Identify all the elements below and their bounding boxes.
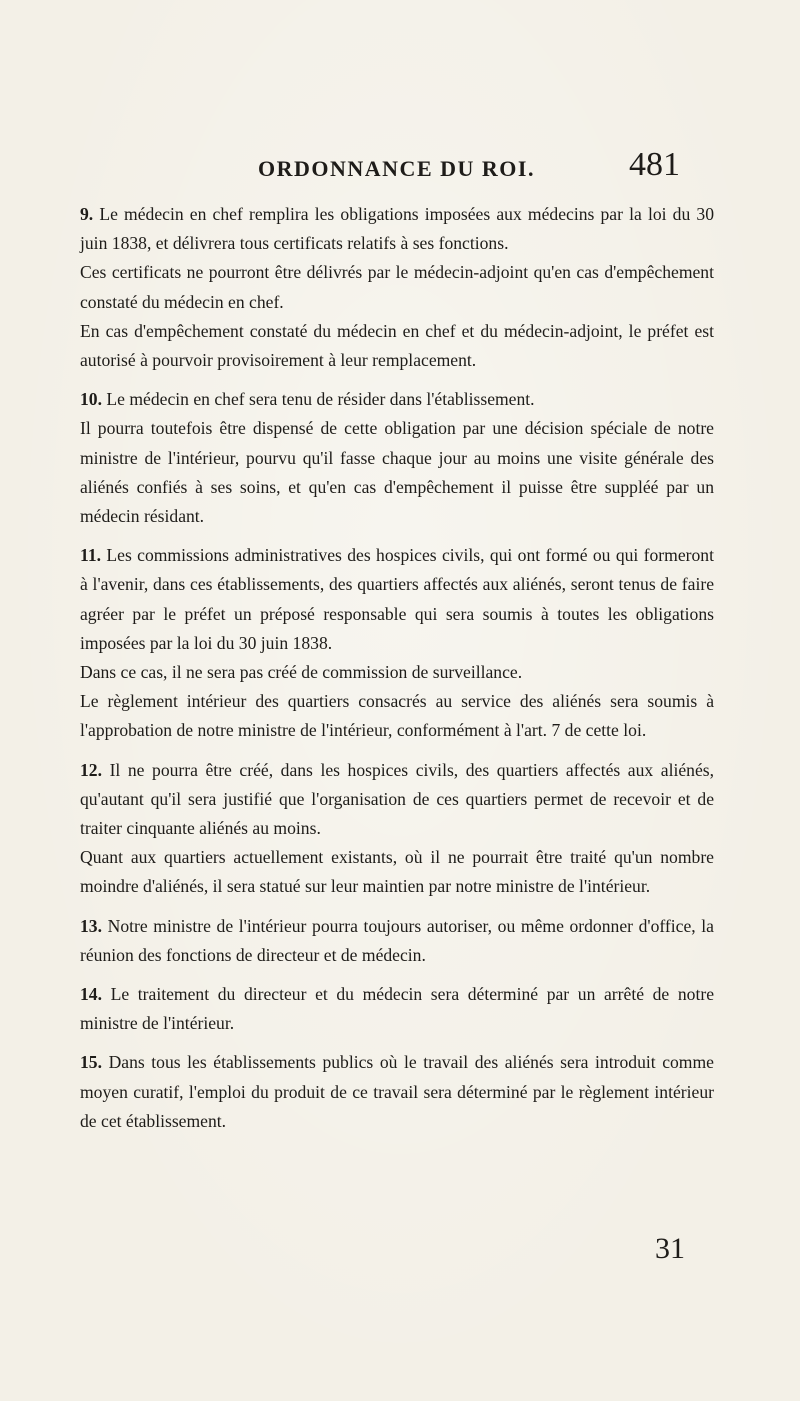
article-paragraph: Dans ce cas, il ne sera pas créé de commission de surveillance. (80, 662, 523, 683)
article-text: Les commissions administratives des hospices civils, qui ont formé ou qui formeront à l'avenir, dans ces établissements, des quartiers affectés aux aliénés, seront tenus de faire agréer par le préfet un préposé responsable qui sera soumis à toutes les obligations imposées par la loi du 30 juin 1838. (80, 545, 714, 653)
page-header (240, 146, 680, 200)
article-12 (80, 756, 714, 902)
article-15 (80, 1048, 714, 1136)
article-number: 14. (80, 984, 102, 1005)
article-text: Le médecin en chef remplira les obligations imposées aux médecins par la loi du 30 juin 1838, et délivrera tous certificats relatifs à ses fonctions. (80, 204, 714, 254)
article-paragraph (80, 980, 714, 1038)
article-number: 10. (80, 389, 102, 410)
article-paragraph: Ces certificats ne pourront être délivrés par le médecin-adjoint qu'en cas d'empêchement constaté du médecin en chef. (80, 262, 714, 312)
article-13 (80, 912, 714, 970)
article-paragraph (80, 385, 714, 414)
article-text: Le médecin en chef sera tenu de résider dans l'établissement. (106, 389, 535, 410)
article-paragraph: En cas d'empêchement constaté du médecin en chef et du médecin-adjoint, le préfet est autorisé à pourvoir provisoirement à leur remplacement. (80, 320, 714, 371)
article-paragraph (80, 200, 714, 258)
article-10 (80, 385, 714, 531)
signature-mark: 31 (655, 1232, 685, 1265)
article-paragraph (80, 756, 714, 844)
article-paragraph (80, 1048, 714, 1136)
article-9 (80, 200, 714, 375)
article-text: Le traitement du directeur et du médecin sera déterminé par un arrêté de notre ministre de l'intérieur. (80, 984, 714, 1034)
article-text: Il ne pourra être créé, dans les hospices civils, des quartiers affectés aux aliénés, qu'autant qu'il sera justifié que l'organisation de ces quartiers permet de recevoir et de traiter cinquante aliénés au moins. (80, 759, 715, 839)
article-number: 12. (80, 759, 102, 780)
article-14 (80, 980, 714, 1038)
page-body (80, 200, 714, 1146)
article-paragraph: Le règlement intérieur des quartiers consacrés au service des aliénés sera soumis à l'approbation de notre ministre de l'intérieur, conformément à l'art. 7 de cette loi. (80, 691, 714, 741)
article-paragraph: Quant aux quartiers actuellement existants, où il ne pourrait être traité qu'un nombre moindre d'aliénés, il sera statué sur leur maintien par notre ministre de l'intérieur. (80, 847, 714, 897)
article-number: 15. (80, 1052, 102, 1073)
article-number: 11. (80, 545, 102, 566)
article-paragraph: Il pourra toutefois être dispensé de cette obligation par une décision spéciale de notre ministre de l'intérieur, pourvu qu'il fasse chaque jour au moins une visite générale des aliénés confiés à ses soins, et qu'en cas d'empêchement il puisse être suppléé par un médecin résidant. (80, 418, 714, 527)
article-11 (80, 541, 714, 745)
article-text: Notre ministre de l'intérieur pourra toujours autoriser, ou même ordonner d'office, la réunion des fonctions de directeur et de médecin. (80, 915, 714, 965)
article-paragraph (80, 912, 714, 970)
running-title: ORDONNANCE DU ROI. (258, 156, 535, 181)
page-number: 481 (629, 146, 680, 183)
article-text: Dans tous les établissements publics où le travail des aliénés sera introduit comme moyen curatif, l'emploi du produit de ce travail sera déterminé par le règlement intérieur de cet établissement. (80, 1052, 714, 1131)
article-paragraph (80, 541, 714, 658)
article-number: 9. (80, 204, 94, 224)
article-number: 13. (80, 915, 102, 936)
